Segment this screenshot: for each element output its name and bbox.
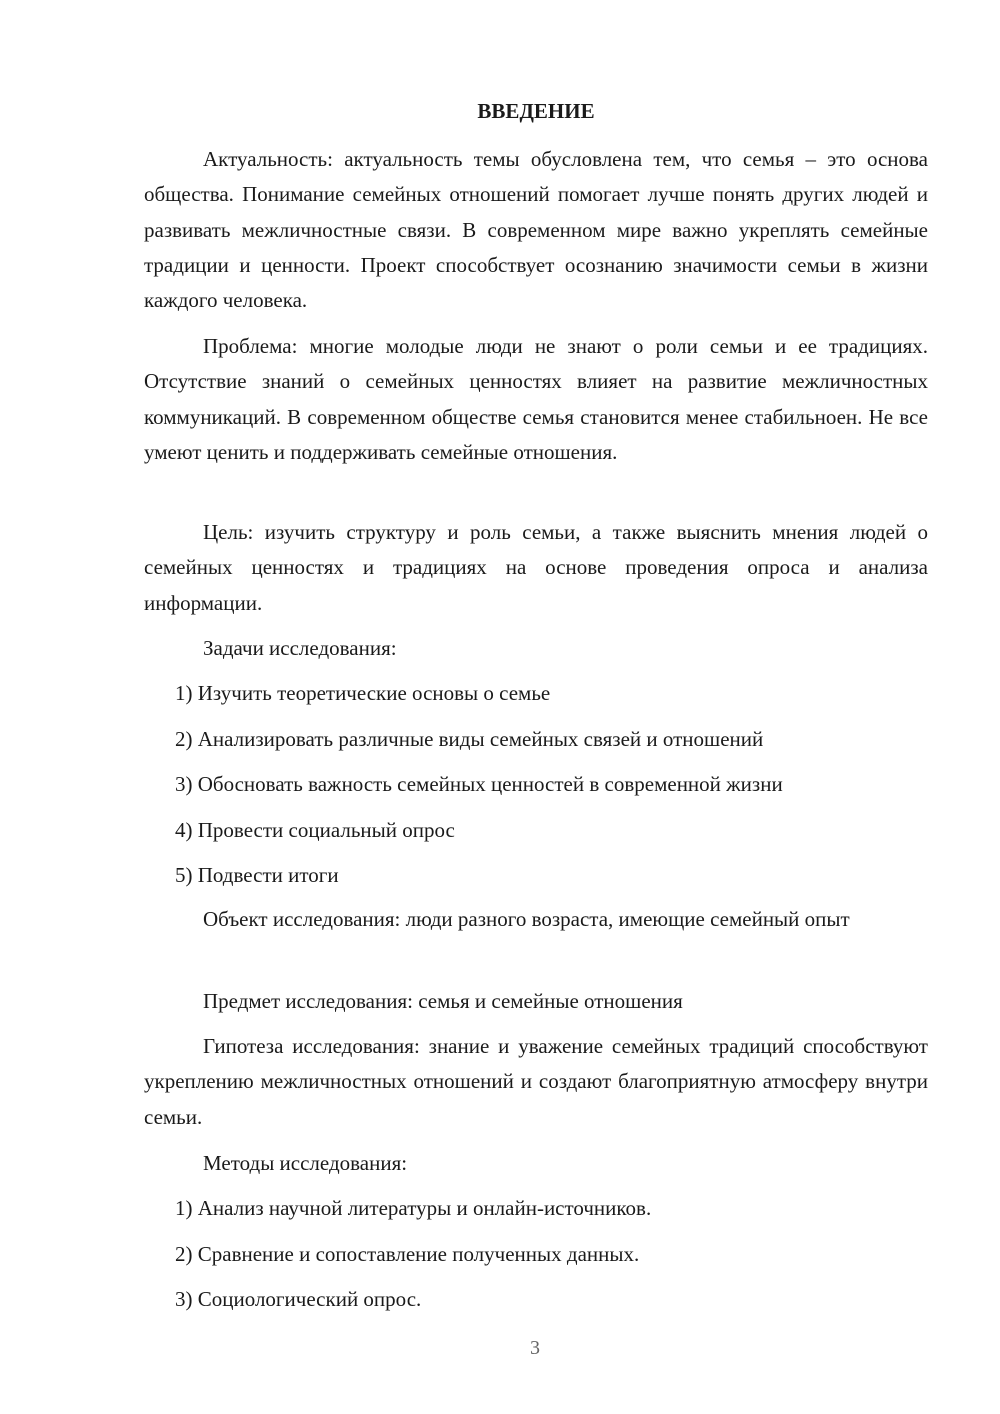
method-item: 3) Социологический опрос. (175, 1287, 422, 1311)
task-item: 5) Подвести итоги (175, 863, 339, 887)
section-heading: ВВЕДЕНИЕ (477, 99, 595, 123)
relevance-paragraph: Актуальность: актуальность темы обусловлена тем, что семья – это основа общества. Понимание семейных отношений помогает лучше понять других людей и развивать межличностные связи. В современном мире важно укреплять семейные традиции и ценности. Проект способствует осознанию значимости семьи в жизни каждого человека. (144, 147, 928, 313)
method-item: 2) Сравнение и сопоставление полученных данных. (175, 1242, 640, 1266)
page-number: 3 (530, 1337, 540, 1359)
task-item: 3) Обосновать важность семейных ценностей в современной жизни (175, 772, 783, 796)
tasks-title: Задачи исследования: (203, 636, 397, 660)
task-item: 4) Провести социальный опрос (175, 818, 455, 842)
subject-line: Предмет исследования: семья и семейные отношения (203, 989, 683, 1013)
goal-paragraph: Цель: изучить структуру и роль семьи, а также выяснить мнения людей о семейных ценностях и традициях на основе проведения опроса и анализа информации. (144, 520, 928, 615)
task-item: 1) Изучить теоретические основы о семье (175, 681, 551, 705)
method-item: 1) Анализ научной литературы и онлайн-источников. (175, 1196, 652, 1220)
problem-paragraph: Проблема: многие молодые люди не знают о роли семьи и ее традициях. Отсутствие знаний о семейных ценностях влияет на развитие межличностных коммуникаций. В современном обществе семья становится менее стабильноен. Не все умеют ценить и поддерживать семейные отношения. (144, 334, 928, 464)
object-paragraph: Объект исследования: люди разного возраста, имеющие семейный опыт (203, 907, 850, 931)
methods-title: Методы исследования: (203, 1151, 408, 1175)
hypothesis-paragraph: Гипотеза исследования: знание и уважение семейных традиций способствуют укреплению межличностных отношений и создают благоприятную атмосферу внутри семьи. (144, 1034, 928, 1129)
task-item: 2) Анализировать различные виды семейных связей и отношений (175, 727, 764, 751)
